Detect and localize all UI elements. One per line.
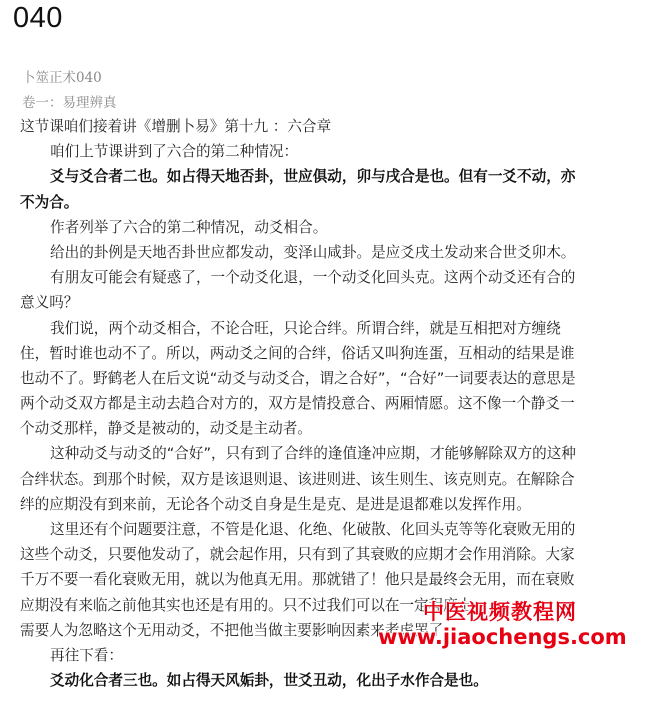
text-line: 作者列举了六合的第二种情况，动爻相合。 [50, 218, 328, 236]
text-line: 住，暂时谁也动不了。所以，两动爻之间的合绊，俗话又叫狗连蛋，互相动的结果是谁 [20, 344, 575, 362]
text-line: 千万不要一看化衰败无用，就以为他真无用。那就错了！他只是最终会无用，而在衰败 [20, 571, 575, 589]
text-line: 我们说，两个动爻相合，不论合旺，只论合绊。所谓合绊，就是互相把对方缠绕 [50, 319, 561, 337]
text-line: 这种动爻与动爻的“合好”，只有到了合绊的逢值逢冲应期，才能够解除双方的这种 [50, 445, 576, 463]
text-line: 这些个动爻，只要他发动了，就会起作用，只有到了其衰败的应期才会作用消除。大家 [20, 546, 575, 564]
text-line: 这里还有个问题要注意，不管是化退、化绝、化破散、化回头克等等化衰败无用的 [50, 521, 576, 538]
text-line: 个动爻那样，静爻是被动的，动爻是主动者。 [20, 420, 312, 438]
text-line: 再往下看： [50, 646, 123, 664]
text-line: 也动不了。野鹤老人在后文说“动爻与动爻合，谓之合好”，“合好”一词要表达的意思是 [20, 369, 576, 387]
text-line: 两个动爻双方都是主动去趋合对方的，双方是情投意合、两厢情愿。这不像一个静爻一 [20, 395, 575, 413]
volume-label: 卷一：易理辨真 [22, 95, 117, 111]
text-line: 爻与爻合者二也。如占得天地否卦，世应俱动，卯与戌合是也。但有一爻不动，亦 [50, 168, 576, 186]
text-line: 绊的应期没有到来前，无论各个动爻自身是生是克、是进是退都难以发挥作用。 [20, 495, 531, 513]
text-line: 这节课咱们接着讲《增删卜易》第十九 ：六合章 [20, 118, 332, 135]
text-line: 不为合。 [20, 193, 79, 211]
text-line: 爻动化合者三也。如占得天风姤卦，世爻丑动，化出子水作合是也。 [50, 672, 488, 690]
text-line: 有朋友可能会有疑惑了，一个动爻化退，一个动爻化回头克。这两个动爻还有合的 [50, 269, 576, 287]
document-title: 卜筮正术040 [22, 70, 102, 86]
text-line: 给出的卦例是天地否卦世应都发动，变泽山咸卦。是应爻戌土发动来合世爻卯木。 [50, 243, 576, 261]
watermark-site-name: 中医视频教程网 [423, 600, 577, 624]
text-line: 需要人为忽略这个无用动爻，不把他当做主要影响因素来考虑罢了。 [20, 621, 458, 639]
text-line: 应期没有来临之前他其实也还是有用的。只不过我们可以在一定程度上 [20, 596, 473, 614]
text-line: 咱们上节课讲到了六合的第二种情况： [50, 143, 299, 161]
watermark-url: www.jiaochengs.com [378, 625, 627, 649]
page-number: 040 [13, 2, 63, 34]
text-line: 合绊状态。到那个时候，双方是该退则退、该进则进、该生则生、该克则克。在解除合 [20, 470, 575, 488]
text-line: 意义吗？ [20, 294, 79, 312]
